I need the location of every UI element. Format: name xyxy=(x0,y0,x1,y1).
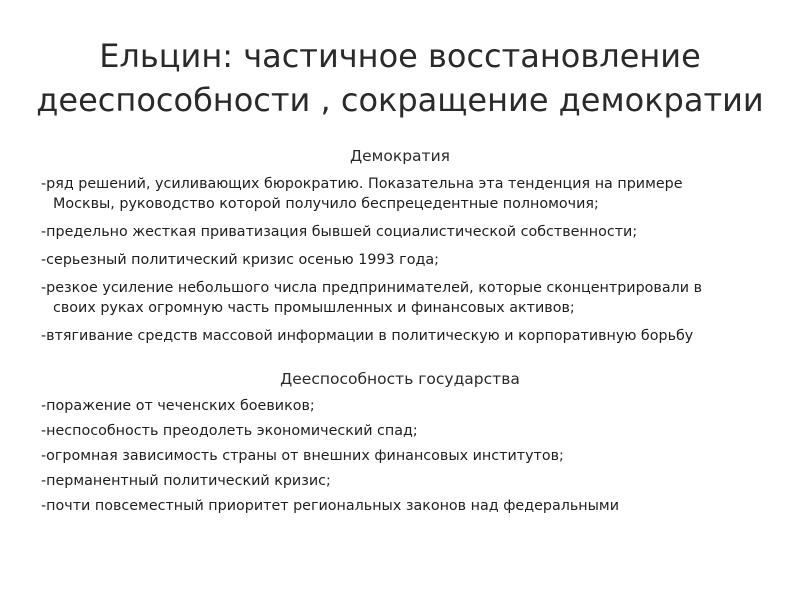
democracy-item-1-line-2: Москвы, руководство которой получило беспрецедентные полномочия; xyxy=(53,196,599,212)
capability-item-1-text: -поражение от чеченских боевиков; xyxy=(41,398,315,414)
capability-item-4 xyxy=(41,471,781,491)
democracy-item-4-line-1: -резкое усиление небольшого числа предпринимателей, которые сконцентрировали в xyxy=(41,280,703,296)
democracy-heading: Демократия xyxy=(350,147,450,165)
democracy-item-4-line-2: своих руках огромную часть промышленных и финансовых активов; xyxy=(53,300,575,316)
capability-item-5 xyxy=(41,496,781,516)
democracy-item-5-text: -втягивание средств массовой информации в политическую и корпоративную борьбу xyxy=(41,328,694,344)
democracy-item-3 xyxy=(41,250,781,270)
capability-item-1 xyxy=(41,396,781,416)
democracy-item-1 xyxy=(41,174,781,214)
democracy-item-3-text: -серьезный политический кризис осенью 1993 года; xyxy=(41,252,439,268)
slide-title xyxy=(20,34,780,122)
democracy-item-5 xyxy=(41,326,781,346)
capability-item-5-text: -почти повсеместный приоритет региональных законов над федеральными xyxy=(41,498,620,514)
slide-title-line-1: Ельцин: частичное восстановление xyxy=(99,37,701,75)
democracy-item-2 xyxy=(41,222,781,242)
capability-item-2 xyxy=(41,421,781,441)
democracy-item-2-text: -предельно жесткая приватизация бывшей социалистической собственности; xyxy=(41,224,638,240)
slide-title-line-2: дееспособности , сокращение демократии xyxy=(36,81,764,119)
state-capability-list xyxy=(41,396,781,521)
state-capability-heading: Дееспособность государства xyxy=(280,370,520,388)
democracy-item-1-line-1: -ряд решений, усиливающих бюрократию. Показательна эта тенденция на примере xyxy=(41,176,683,192)
capability-item-4-text: -перманентный политический кризис; xyxy=(41,473,331,489)
democracy-list xyxy=(41,174,781,354)
democracy-item-4 xyxy=(41,278,781,318)
capability-item-3-text: -огромная зависимость страны от внешних финансовых институтов; xyxy=(41,448,564,464)
capability-item-3 xyxy=(41,446,781,466)
capability-item-2-text: -неспособность преодолеть экономический спад; xyxy=(41,423,418,439)
